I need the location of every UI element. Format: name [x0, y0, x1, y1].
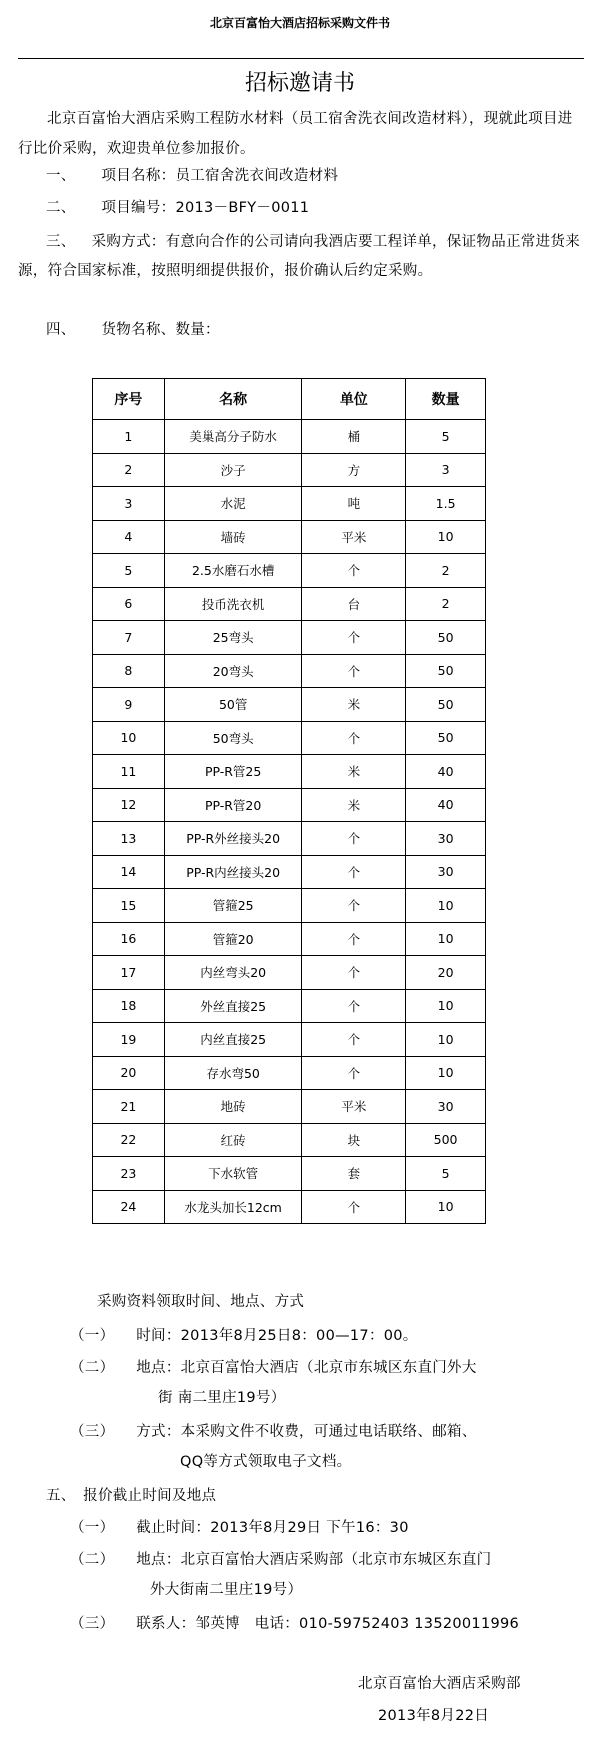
- cell-unit: 平米: [302, 520, 406, 554]
- table-row: [93, 1157, 486, 1191]
- cell-unit: 个: [302, 855, 406, 889]
- acquisition-item-2-text: 地点：北京百富怡大酒店（北京市东城区东直门外大: [136, 1360, 477, 1376]
- cell-quantity: 2: [406, 554, 486, 588]
- header-cell-unit: 单位: [302, 379, 406, 420]
- cell-name: PP-R管25: [164, 755, 302, 789]
- cell-name: PP-R外丝接头20: [164, 822, 302, 856]
- cell-unit: 个: [302, 1056, 406, 1090]
- cell-index: 22: [93, 1123, 165, 1157]
- table-body: [93, 420, 486, 1224]
- cell-quantity: 5: [406, 420, 486, 454]
- cell-name: 50弯头: [164, 721, 302, 755]
- cell-quantity: 30: [406, 822, 486, 856]
- table-row: [93, 1023, 486, 1057]
- cell-quantity: 10: [406, 989, 486, 1023]
- table-row: [93, 1056, 486, 1090]
- goods-table: [92, 378, 486, 1224]
- table-row: [93, 889, 486, 923]
- cell-unit: 个: [302, 1023, 406, 1057]
- cell-index: 3: [93, 487, 165, 521]
- cell-index: 18: [93, 989, 165, 1023]
- table-row: [93, 721, 486, 755]
- cell-name: 投币洗衣机: [164, 587, 302, 621]
- cell-unit: 个: [302, 1190, 406, 1224]
- cell-quantity: 10: [406, 889, 486, 923]
- deadline-item-3: [70, 1612, 519, 1633]
- cell-index: 14: [93, 855, 165, 889]
- acquisition-item-3: [70, 1420, 477, 1441]
- cell-quantity: 50: [406, 621, 486, 655]
- cell-index: 21: [93, 1090, 165, 1124]
- cell-index: 20: [93, 1056, 165, 1090]
- acquisition-item-3-text: 方式：本采购文件不收费，可通过电话联络、邮箱、: [136, 1424, 477, 1440]
- cell-unit: 个: [302, 989, 406, 1023]
- header-cell-name: 名称: [164, 379, 302, 420]
- header-cell-quantity: 数量: [406, 379, 486, 420]
- deadline-item-3-number: （三）: [70, 1616, 115, 1632]
- table-row: [93, 621, 486, 655]
- cell-quantity: 10: [406, 1023, 486, 1057]
- cell-name: 沙子: [164, 453, 302, 487]
- cell-unit: 块: [302, 1123, 406, 1157]
- cell-quantity: 30: [406, 1090, 486, 1124]
- document-header: 北京百富怡大酒店招标采购文件书: [209, 16, 390, 30]
- cell-quantity: 10: [406, 922, 486, 956]
- table-row: [93, 989, 486, 1023]
- cell-index: 17: [93, 956, 165, 990]
- section-1-text: 项目名称：员工宿舍洗衣间改造材料: [101, 168, 339, 184]
- cell-name: PP-R内丝接头20: [164, 855, 302, 889]
- cell-index: 11: [93, 755, 165, 789]
- cell-unit: 台: [302, 587, 406, 621]
- cell-quantity: 50: [406, 721, 486, 755]
- table-row: [93, 1123, 486, 1157]
- section-3-number: 三、: [46, 234, 76, 250]
- section-1-number: 一、: [46, 168, 76, 184]
- cell-name: 存水弯50: [164, 1056, 302, 1090]
- cell-quantity: 50: [406, 688, 486, 722]
- cell-unit: 个: [302, 956, 406, 990]
- cell-quantity: 1.5: [406, 487, 486, 521]
- cell-index: 1: [93, 420, 165, 454]
- cell-quantity: 10: [406, 1190, 486, 1224]
- header-divider: [18, 58, 584, 59]
- cell-index: 12: [93, 788, 165, 822]
- acquisition-item-2: [70, 1356, 477, 1377]
- cell-index: 9: [93, 688, 165, 722]
- cell-index: 5: [93, 554, 165, 588]
- acquisition-item-2-number: （二）: [70, 1360, 115, 1376]
- cell-unit: 个: [302, 822, 406, 856]
- cell-name: PP-R管20: [164, 788, 302, 822]
- cell-name: 地砖: [164, 1090, 302, 1124]
- cell-unit: 套: [302, 1157, 406, 1191]
- cell-quantity: 30: [406, 855, 486, 889]
- cell-quantity: 10: [406, 520, 486, 554]
- deadline-item-1-number: （一）: [70, 1520, 115, 1536]
- cell-index: 16: [93, 922, 165, 956]
- cell-index: 24: [93, 1190, 165, 1224]
- table-row: [93, 1090, 486, 1124]
- cell-quantity: 10: [406, 1056, 486, 1090]
- cell-name: 美巢高分子防水: [164, 420, 302, 454]
- cell-index: 13: [93, 822, 165, 856]
- cell-name: 内丝弯头20: [164, 956, 302, 990]
- cell-index: 7: [93, 621, 165, 655]
- table-row: [93, 453, 486, 487]
- section-1: [46, 164, 338, 185]
- section-4-text: 货物名称、数量：: [101, 322, 220, 338]
- cell-unit: 个: [302, 654, 406, 688]
- section-4-number: 四、: [46, 322, 76, 338]
- deadline-item-1: [70, 1516, 409, 1537]
- document-title: 招标邀请书: [244, 71, 355, 96]
- table-row: [93, 520, 486, 554]
- section-2-text: 项目编号：2013－BFY－0011: [101, 200, 310, 216]
- cell-unit: 个: [302, 889, 406, 923]
- table-row: [93, 420, 486, 454]
- deadline-item-1-text: 截止时间：2013年8月29日 下午16：30: [136, 1520, 409, 1536]
- cell-unit: 米: [302, 755, 406, 789]
- cell-index: 15: [93, 889, 165, 923]
- table-row: [93, 688, 486, 722]
- deadline-item-2-number: （二）: [70, 1552, 115, 1568]
- cell-index: 23: [93, 1157, 165, 1191]
- cell-name: 外丝直接25: [164, 989, 302, 1023]
- section-2-number: 二、: [46, 200, 76, 216]
- table-row: [93, 956, 486, 990]
- cell-quantity: 5: [406, 1157, 486, 1191]
- intro-paragraph: 北京百富怡大酒店采购工程防水材料（员工宿舍洗衣间改造材料），现就此项目进行比价采购，欢迎贵单位参加报价。: [18, 111, 573, 157]
- cell-index: 6: [93, 587, 165, 621]
- cell-quantity: 20: [406, 956, 486, 990]
- cell-quantity: 50: [406, 654, 486, 688]
- table-row: [93, 1190, 486, 1224]
- signature-organization: 北京百富怡大酒店采购部: [358, 1676, 521, 1692]
- cell-unit: 吨: [302, 487, 406, 521]
- acquisition-item-1: [70, 1324, 418, 1345]
- cell-name: 水泥: [164, 487, 302, 521]
- acquisition-heading: 采购资料领取时间、地点、方式: [97, 1294, 305, 1310]
- cell-unit: 个: [302, 554, 406, 588]
- signature-date: 2013年8月22日: [378, 1708, 490, 1724]
- table-header-row: [93, 379, 486, 420]
- cell-index: 2: [93, 453, 165, 487]
- deadline-item-3-text: 联系人：邹英博 电话：010-59752403 13520011996: [136, 1616, 520, 1632]
- table-row: [93, 587, 486, 621]
- cell-quantity: 40: [406, 788, 486, 822]
- cell-name: 红砖: [164, 1123, 302, 1157]
- acquisition-item-1-text: 时间：2013年8月25日8：00—17：00。: [136, 1328, 418, 1344]
- header-cell-index: 序号: [93, 379, 165, 420]
- acquisition-item-2-continuation: 街 南二里庄19号）: [158, 1390, 286, 1406]
- cell-name: 50管: [164, 688, 302, 722]
- cell-index: 10: [93, 721, 165, 755]
- cell-unit: 个: [302, 922, 406, 956]
- acquisition-item-3-continuation: QQ等方式领取电子文档。: [180, 1454, 352, 1470]
- table-row: [93, 822, 486, 856]
- table-row: [93, 554, 486, 588]
- table-row: [93, 788, 486, 822]
- cell-unit: 方: [302, 453, 406, 487]
- table-row: [93, 755, 486, 789]
- section-2: [46, 196, 309, 217]
- acquisition-item-3-number: （三）: [70, 1424, 115, 1440]
- cell-quantity: 40: [406, 755, 486, 789]
- cell-name: 20弯头: [164, 654, 302, 688]
- cell-quantity: 500: [406, 1123, 486, 1157]
- cell-unit: 个: [302, 721, 406, 755]
- deadline-item-2-text: 地点：北京百富怡大酒店采购部（北京市东城区东直门: [136, 1552, 492, 1568]
- cell-unit: 米: [302, 688, 406, 722]
- cell-name: 2.5水磨石水槽: [164, 554, 302, 588]
- cell-quantity: 3: [406, 453, 486, 487]
- table-row: [93, 654, 486, 688]
- table-row: [93, 487, 486, 521]
- cell-name: 内丝直接25: [164, 1023, 302, 1057]
- table-row: [93, 922, 486, 956]
- cell-name: 管箍20: [164, 922, 302, 956]
- deadline-item-2: [70, 1548, 491, 1569]
- cell-index: 19: [93, 1023, 165, 1057]
- acquisition-item-1-number: （一）: [70, 1328, 115, 1344]
- cell-index: 8: [93, 654, 165, 688]
- cell-name: 水龙头加长12cm: [164, 1190, 302, 1224]
- cell-name: 墙砖: [164, 520, 302, 554]
- section-4: [46, 318, 220, 339]
- deadline-heading: 五、 报价截止时间及地点: [46, 1488, 217, 1504]
- cell-unit: 个: [302, 621, 406, 655]
- cell-quantity: 2: [406, 587, 486, 621]
- cell-name: 管箍25: [164, 889, 302, 923]
- deadline-item-2-continuation: 外大街南二里庄19号）: [150, 1582, 303, 1598]
- table-row: [93, 855, 486, 889]
- section-3-text: 采购方式：有意向合作的公司请向我酒店要工程详单，保证物品正常进货来源，符合国家标准，按照明细提供报价，报价确认后约定采购。: [18, 234, 581, 279]
- section-3: [18, 228, 580, 286]
- cell-name: 25弯头: [164, 621, 302, 655]
- cell-unit: 桶: [302, 420, 406, 454]
- cell-index: 4: [93, 520, 165, 554]
- cell-unit: 米: [302, 788, 406, 822]
- cell-name: 下水软管: [164, 1157, 302, 1191]
- cell-unit: 平米: [302, 1090, 406, 1124]
